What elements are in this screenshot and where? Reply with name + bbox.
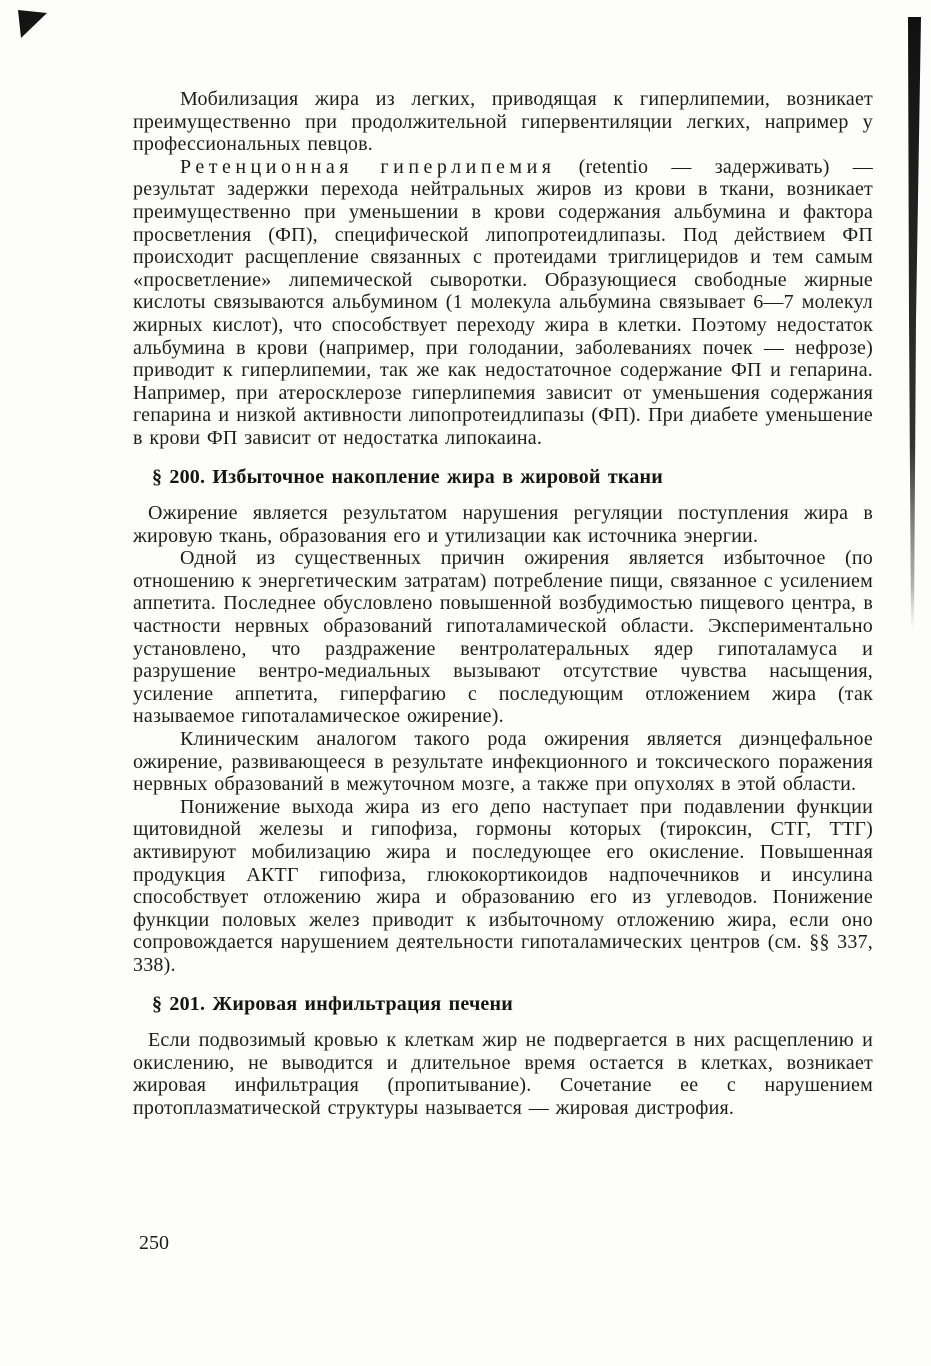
section-201-heading: § 201. Жировая инфильтрация печени	[152, 992, 513, 1015]
page-number: 250	[139, 1232, 169, 1254]
scan-corner-mark	[18, 10, 47, 38]
paragraph-mobilization: Мобилизация жира из легких, приводящая к гиперлипемии, возникает преимущественно при продолжительной гипервентиляции легких, например у профессиональных певцов.	[133, 88, 873, 156]
paragraph-obesity-definition: Ожирение является результатом нарушения регуляции поступления жира в жировую ткань, образования его и утилизации как источника энергии.	[133, 502, 873, 547]
paragraph-text: (retentio — задерживать) — результат задержки перехода нейтральных жиров из крови в ткани, возникает преимущественно при уменьшении в крови содержания альбумина и фактора просветления (ФП), специфической липопротеидлипазы. Под действием ФП происходит расщепление связанных с протеидами триглицеридов и тем самым «просветление» липемической сыворотки. Образующиеся свободные жирные кислоты связываются альбумином (1 молекула альбумина связывает 6—7 молекул жирных кислот), что способствует переходу жира в клетки. Поэтому недостаток альбумина в крови (например, при голодании, заболеваниях почек — нефрозе) приводит к гиперлипемии, так же как недостаточное содержание ФП и гепарина. Например, при атеросклерозе гиперлипемия зависит от уменьшения содержания гепарина и низкой активности липопротеидлипазы (ФП). При диабете уменьшение в крови ФП зависит от недостатка липокаина.	[133, 155, 873, 449]
paragraph-obesity-causes: Одной из существенных причин ожирения является избыточное (по отношению к энергетическим затратам) потребление пищи, связанное с усилением аппетита. Последнее обусловлено повышенной возбудимостью пищевого центра, в частности нервных образований гипоталамической области. Экспериментально установлено, что раздражение вентролатеральных ядер гипоталамуса и разрушение вентро-медиальных вызывают отсутствие чувства насыщения, усиление аппетита, гиперфагию с последующим отложением жира (так называемое гипоталамическое ожирение).	[133, 547, 873, 728]
paragraph-fat-release: Понижение выхода жира из его депо наступает при подавлении функции щитовидной железы и гипофиза, гормоны которых (тироксин, СТГ, ТТГ) активируют мобилизацию жира и последующее его окисление. Повышенная продукция АКТГ гипофиза, глюкокортикоидов надпочечников и инсулина способствует отложению жира и образованию его из углеводов. Понижение функции половых желез приводит к избыточному отложению жира, если оно сопровождается нарушением деятельности гипоталамических центров (см. §§ 337, 338).	[133, 795, 873, 976]
paragraph-fat-infiltration: Если подвозимый кровью к клеткам жир не подвергается в них расщеплению и окислению, не выводится и длительное время остается в клетках, возникает жировая инфильтрация (пропитывание). Сочетание ее с нарушением протоплазматической структуры называется — жировая дистрофия.	[133, 1029, 873, 1119]
paragraph-retention-hyperlipemia	[133, 156, 873, 450]
scan-edge-line	[908, 17, 921, 630]
page-content	[133, 88, 873, 1120]
section-200-heading: § 200. Избыточное накопление жира в жировой ткани	[152, 465, 663, 488]
paragraph-diencephalic-obesity: Клиническим аналогом такого рода ожирения является диэнцефальное ожирение, развивающееся в результате инфекционного и токсического поражения нервных образований в межуточном мозге, а также при опухолях в этой области.	[133, 728, 873, 796]
emphasized-term: Ретенционная гиперлипемия	[180, 155, 556, 178]
